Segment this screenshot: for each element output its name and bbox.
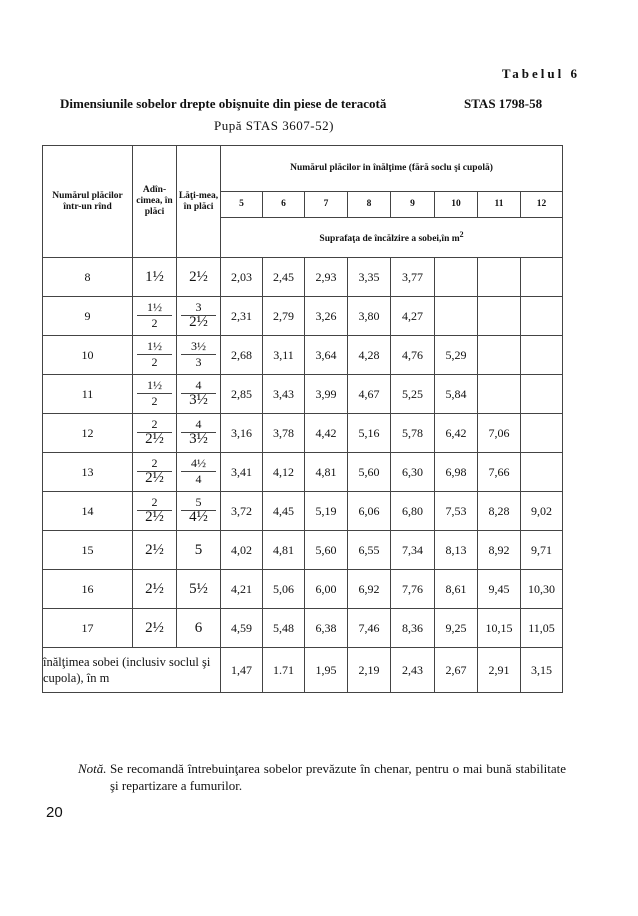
surface-value: 4,02 xyxy=(221,531,263,570)
surface-value: 3,77 xyxy=(391,258,435,297)
dimension-cell: 5 xyxy=(177,531,221,570)
dimension-option: 4 xyxy=(195,472,202,486)
table-row xyxy=(43,609,563,648)
surface-value: 5,60 xyxy=(348,453,391,492)
surface-value: 4,59 xyxy=(221,609,263,648)
surface-value: 5,78 xyxy=(391,414,435,453)
surface-value xyxy=(478,297,521,336)
note-text: Se recomandă întrebuinţarea sobelor prevăzute în chenar, pentru o mai bună stabilitate şi repartizare a fumurilor. xyxy=(110,761,566,793)
surface-value xyxy=(435,297,478,336)
surface-value xyxy=(478,258,521,297)
surface-value: 3,41 xyxy=(221,453,263,492)
stove-dimensions-table xyxy=(42,145,563,693)
surface-value xyxy=(521,258,563,297)
surface-value: 3,11 xyxy=(263,336,305,375)
height-row xyxy=(43,648,563,693)
surface-value: 2,93 xyxy=(305,258,348,297)
surface-value: 9,25 xyxy=(435,609,478,648)
table-row xyxy=(43,492,563,531)
dimension-option: 2 xyxy=(151,394,158,408)
dimension-cell-split xyxy=(133,375,177,414)
surface-value: 3,16 xyxy=(221,414,263,453)
surface-value xyxy=(435,258,478,297)
surface-value: 9,71 xyxy=(521,531,563,570)
surface-value: 2,45 xyxy=(263,258,305,297)
surface-value: 6,38 xyxy=(305,609,348,648)
surface-value: 6,42 xyxy=(435,414,478,453)
surface-value xyxy=(521,297,563,336)
surface-value: 7,34 xyxy=(391,531,435,570)
table-row xyxy=(43,453,563,492)
header-height: 10 xyxy=(435,192,478,218)
surface-value: 5,29 xyxy=(435,336,478,375)
header-suprafata xyxy=(221,218,563,258)
dimension-option: 2½ xyxy=(145,509,164,525)
surface-value: 9,45 xyxy=(478,570,521,609)
dimension-option: 4½ xyxy=(181,456,216,472)
suprafata-exponent: 2 xyxy=(459,230,464,240)
dimension-option: 2½ xyxy=(145,431,164,447)
table-row xyxy=(43,297,563,336)
dimension-option: 3½ xyxy=(189,431,208,447)
surface-value: 3,80 xyxy=(348,297,391,336)
surface-value: 4,81 xyxy=(263,531,305,570)
surface-value: 4,21 xyxy=(221,570,263,609)
dimension-cell-split xyxy=(133,414,177,453)
dimension-option: 3 xyxy=(181,300,216,316)
dimension-option: 3½ xyxy=(181,339,216,355)
surface-value: 8,92 xyxy=(478,531,521,570)
surface-value: 2,03 xyxy=(221,258,263,297)
surface-value: 10,15 xyxy=(478,609,521,648)
dimension-cell-split xyxy=(177,375,221,414)
height-value: 1.71 xyxy=(263,648,305,693)
surface-value: 4,27 xyxy=(391,297,435,336)
surface-value: 8,36 xyxy=(391,609,435,648)
surface-value: 5,48 xyxy=(263,609,305,648)
header-numar-placi: Numărul plăcilor într-un rînd xyxy=(43,146,133,258)
dimension-option: 2½ xyxy=(145,470,164,486)
surface-value: 5,06 xyxy=(263,570,305,609)
height-value: 2,91 xyxy=(478,648,521,693)
dimension-option: 4 xyxy=(181,378,216,394)
surface-value: 5,16 xyxy=(348,414,391,453)
dimension-option: 1½ xyxy=(137,339,172,355)
surface-value: 5,25 xyxy=(391,375,435,414)
header-adincime: Adîn-cimea, în plăci xyxy=(133,146,177,258)
surface-value: 7,76 xyxy=(391,570,435,609)
table-row xyxy=(43,258,563,297)
row-number: 13 xyxy=(43,453,133,492)
table-row xyxy=(43,336,563,375)
surface-value: 6,00 xyxy=(305,570,348,609)
header-height: 6 xyxy=(263,192,305,218)
row-number: 16 xyxy=(43,570,133,609)
surface-value: 4,12 xyxy=(263,453,305,492)
dimension-option: 2½ xyxy=(189,314,208,330)
table-row xyxy=(43,570,563,609)
surface-value: 2,31 xyxy=(221,297,263,336)
dimension-option: 2 xyxy=(137,495,172,511)
surface-value: 5,19 xyxy=(305,492,348,531)
surface-value: 4,76 xyxy=(391,336,435,375)
surface-value: 10,30 xyxy=(521,570,563,609)
row-number: 12 xyxy=(43,414,133,453)
dimension-cell-split xyxy=(133,492,177,531)
surface-value: 6,98 xyxy=(435,453,478,492)
row-number: 9 xyxy=(43,297,133,336)
table-label: Tabelul 6 xyxy=(501,66,580,81)
dimension-cell-split xyxy=(177,414,221,453)
surface-value: 4,42 xyxy=(305,414,348,453)
dimension-option: 4½ xyxy=(189,509,208,525)
row-number: 11 xyxy=(43,375,133,414)
surface-value xyxy=(521,336,563,375)
dimension-option: 4 xyxy=(181,417,216,433)
row-number: 15 xyxy=(43,531,133,570)
row-number: 8 xyxy=(43,258,133,297)
surface-value: 6,92 xyxy=(348,570,391,609)
surface-value: 3,35 xyxy=(348,258,391,297)
surface-value: 6,55 xyxy=(348,531,391,570)
row-number: 14 xyxy=(43,492,133,531)
surface-value: 7,06 xyxy=(478,414,521,453)
surface-value: 3,99 xyxy=(305,375,348,414)
dimension-cell: 2½ xyxy=(177,258,221,297)
table-row xyxy=(43,375,563,414)
dimension-cell-split xyxy=(177,336,221,375)
dimension-cell: 1½ xyxy=(133,258,177,297)
height-value: 1,47 xyxy=(221,648,263,693)
surface-value: 8,13 xyxy=(435,531,478,570)
height-value: 3,15 xyxy=(521,648,563,693)
dimension-option: 3½ xyxy=(189,392,208,408)
surface-value: 2,85 xyxy=(221,375,263,414)
page-number: 20 xyxy=(46,804,63,821)
surface-value xyxy=(521,414,563,453)
row-number: 17 xyxy=(43,609,133,648)
dimension-cell: 6 xyxy=(177,609,221,648)
surface-value: 4,81 xyxy=(305,453,348,492)
surface-value xyxy=(521,375,563,414)
dimension-cell: 2½ xyxy=(133,531,177,570)
surface-value: 8,28 xyxy=(478,492,521,531)
table-row xyxy=(43,414,563,453)
surface-value: 11,05 xyxy=(521,609,563,648)
table-title: Dimensiunile sobelor drepte obişnuite din piese de teracotă xyxy=(60,96,387,111)
surface-value: 5,60 xyxy=(305,531,348,570)
surface-value: 3,72 xyxy=(221,492,263,531)
header-height: 12 xyxy=(521,192,563,218)
surface-value xyxy=(478,336,521,375)
header-latime: Lăţi-mea, în plăci xyxy=(177,146,221,258)
header-height: 8 xyxy=(348,192,391,218)
surface-value: 7,66 xyxy=(478,453,521,492)
surface-value: 6,30 xyxy=(391,453,435,492)
surface-value: 2,79 xyxy=(263,297,305,336)
surface-value: 4,28 xyxy=(348,336,391,375)
dimension-option: 1½ xyxy=(137,300,172,316)
dimension-option: 2 xyxy=(137,456,172,472)
surface-value: 7,53 xyxy=(435,492,478,531)
dimension-option: 2 xyxy=(137,417,172,433)
height-value: 1,95 xyxy=(305,648,348,693)
surface-value xyxy=(521,453,563,492)
surface-value: 3,78 xyxy=(263,414,305,453)
surface-value xyxy=(478,375,521,414)
dimension-cell: 2½ xyxy=(133,570,177,609)
stas-reference: STAS 1798-58 xyxy=(464,96,543,111)
table-row xyxy=(43,531,563,570)
surface-value: 6,80 xyxy=(391,492,435,531)
dimension-cell-split xyxy=(177,453,221,492)
dimension-cell-split xyxy=(133,453,177,492)
row-number: 10 xyxy=(43,336,133,375)
dimension-option: 3 xyxy=(195,355,202,369)
surface-value: 6,06 xyxy=(348,492,391,531)
surface-value: 2,68 xyxy=(221,336,263,375)
dimension-cell: 2½ xyxy=(133,609,177,648)
surface-value: 3,43 xyxy=(263,375,305,414)
surface-value: 9,02 xyxy=(521,492,563,531)
dimension-cell: 5½ xyxy=(177,570,221,609)
header-height: 7 xyxy=(305,192,348,218)
header-height: 9 xyxy=(391,192,435,218)
suprafata-label: Suprafaţa de încălzire a sobei,în m xyxy=(319,234,460,245)
dimension-option: 5 xyxy=(181,495,216,511)
height-value: 2,19 xyxy=(348,648,391,693)
height-value: 2,67 xyxy=(435,648,478,693)
dimension-cell-split xyxy=(177,297,221,336)
dimension-option: 2 xyxy=(151,316,158,330)
height-value: 2,43 xyxy=(391,648,435,693)
dimension-cell-split xyxy=(133,297,177,336)
header-height: 11 xyxy=(478,192,521,218)
header-numar-inaltime: Numărul plăcilor in înălţime (fără soclu şi cupolă) xyxy=(221,146,563,192)
surface-value: 8,61 xyxy=(435,570,478,609)
dimension-cell-split xyxy=(177,492,221,531)
dimension-cell-split xyxy=(133,336,177,375)
header-height: 5 xyxy=(221,192,263,218)
surface-value: 7,46 xyxy=(348,609,391,648)
table-subtitle: Pupă STAS 3607-52) xyxy=(214,118,334,133)
height-row-label: înălţimea sobei (inclusiv soclul şi cupola), în m xyxy=(43,648,221,693)
note-label: Notă. xyxy=(78,761,107,776)
surface-value: 4,45 xyxy=(263,492,305,531)
surface-value: 3,64 xyxy=(305,336,348,375)
surface-value: 3,26 xyxy=(305,297,348,336)
surface-value: 5,84 xyxy=(435,375,478,414)
surface-value: 4,67 xyxy=(348,375,391,414)
dimension-option: 1½ xyxy=(137,378,172,394)
dimension-option: 2 xyxy=(151,355,158,369)
